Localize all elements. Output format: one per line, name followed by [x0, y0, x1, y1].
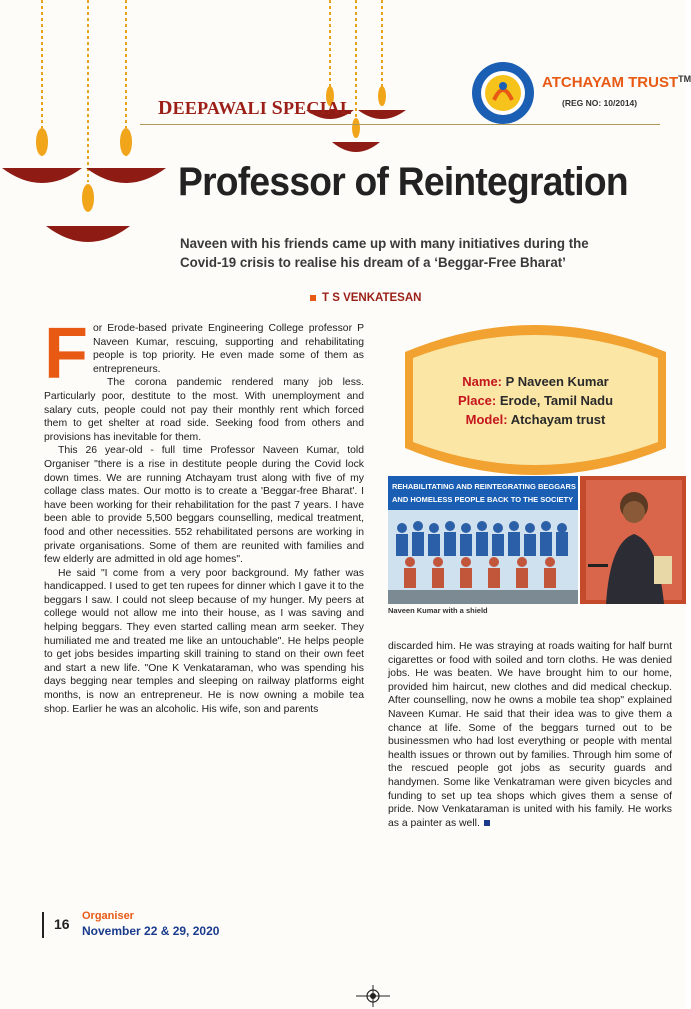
paragraph: He said "I come from a very poor background. My father was handicapped. I used to get ten rupees for dinner which I gave it to the beggars I saw. I could not sleep because of my hunger. My peers at college would not allow me into their house, as I was saving and helping beggars. They even started calling mean arm seeker. They humiliated me and treated me like an untouchable". He helps people to get jobs besides imparting skill training to stand on their own feet and start a new life. "One K Venkataraman, who was spending his days begging near temples and sleeping on railway platforms eight months, is now an entrepreneur. He is now owning a mobile tea shop. Earlier he was an alcoholic. His wife, son and parents [44, 567, 364, 715]
publication-name: Organiser [82, 910, 134, 922]
paragraph: discarded him. He was straying at roads waiting for half burnt cigarettes or food with soiled and torn cloths. He was denied jobs. He was beaten. We have brought him to our home, provided him haircut, new clothes and did medical checkup. After counselling, now he owns a mobile tea shop" explained Naveen Kumar. He said that their idea was to give them a chance at life. Some of the beggars turned out to be businessmen who had lost everything or people with mental health issues or thrown out by families. Through him some of the rescued people got jobs as security guards and handymen. Some like Venkatraman were given bicycles and funding to set up tea shops which gives them a sense of pride. Now Venkataraman is united with his family. He works as a painter as well. [388, 641, 672, 829]
drop-cap: F [44, 314, 88, 394]
profile-details [397, 372, 674, 429]
name-label: Name: [462, 374, 503, 389]
atchayam-trust-logo [470, 60, 691, 126]
registration-mark-icon [356, 985, 390, 1007]
place-value: Erode, Tamil Nadu [499, 393, 614, 408]
photo-banner-line-2: AND HOMELESS PEOPLE BACK TO THE SOCIETY [392, 495, 574, 504]
trademark: TM [678, 74, 691, 84]
article-subtitle: Naveen with his friends came up with many initiatives during the Covid-19 crisis to realise his dream of a ‘Beggar-Free Bharat’ [180, 235, 589, 270]
byline-square-icon [310, 295, 316, 301]
article-column-1 [44, 314, 364, 716]
lamp-group-left [2, 128, 166, 242]
diya-lamps-decoration [0, 0, 686, 260]
registration-number: (REG NO: 10/2014) [562, 98, 638, 108]
model-label: Model: [465, 412, 508, 427]
place-label: Place: [457, 393, 497, 408]
section-label: DEEPAWALI SPECIAL [158, 97, 353, 119]
article-column-2 [388, 640, 672, 830]
article-title: Professor of Reintegration [178, 160, 628, 204]
photo-banner-line-1: REHABILITATING AND REINTEGRATING BEGGARS [392, 482, 576, 491]
paragraph: This 26 year-old - full time Professor Naveen Kumar, told Organiser "there is a rise in destitute people during the Covid lock down times. We are running Atchayam trust along with five of my collage class mates. Our motto is to create a 'Beggar-free Bharat'. I have been working for their rehabilitation for the past 7 years. I have been able to provide 5,500 beggars counselling, medical treatment, food and other necessities. 552 rehabilitated persons are working in private organisations. Some of them are reunited with families and few elderly are admitted in old age homes". [44, 445, 364, 566]
article-photo [388, 476, 686, 604]
logo-name: ATCHAYAM TRUST [542, 74, 679, 91]
end-mark-icon [484, 820, 490, 826]
paragraph: The corona pandemic rendered many job less. Particularly poor, destitute to the most. With unemployment and salary cuts, people could not pay their monthly rent which forced them to get shelter at road side. Seeking food from others and provisions has inevitable for them. [44, 377, 364, 443]
name-value: P Naveen Kumar [505, 374, 609, 389]
author-name: T S VENKATESAN [322, 292, 422, 304]
trust-badge-icon [470, 60, 536, 126]
photo-caption: Naveen Kumar with a shield [388, 606, 488, 615]
byline [310, 292, 421, 304]
paragraph: or Erode-based private Engineering College professor P Naveen Kumar, rescuing, supporting and rehabilitating people is top priority. He even made some of them as entrepreneurs. [92, 323, 364, 375]
model-value: Atchayam trust [510, 412, 606, 427]
footer-bar [42, 912, 44, 938]
page-number: 16 [54, 916, 70, 932]
issue-date: November 22 & 29, 2020 [82, 924, 220, 938]
